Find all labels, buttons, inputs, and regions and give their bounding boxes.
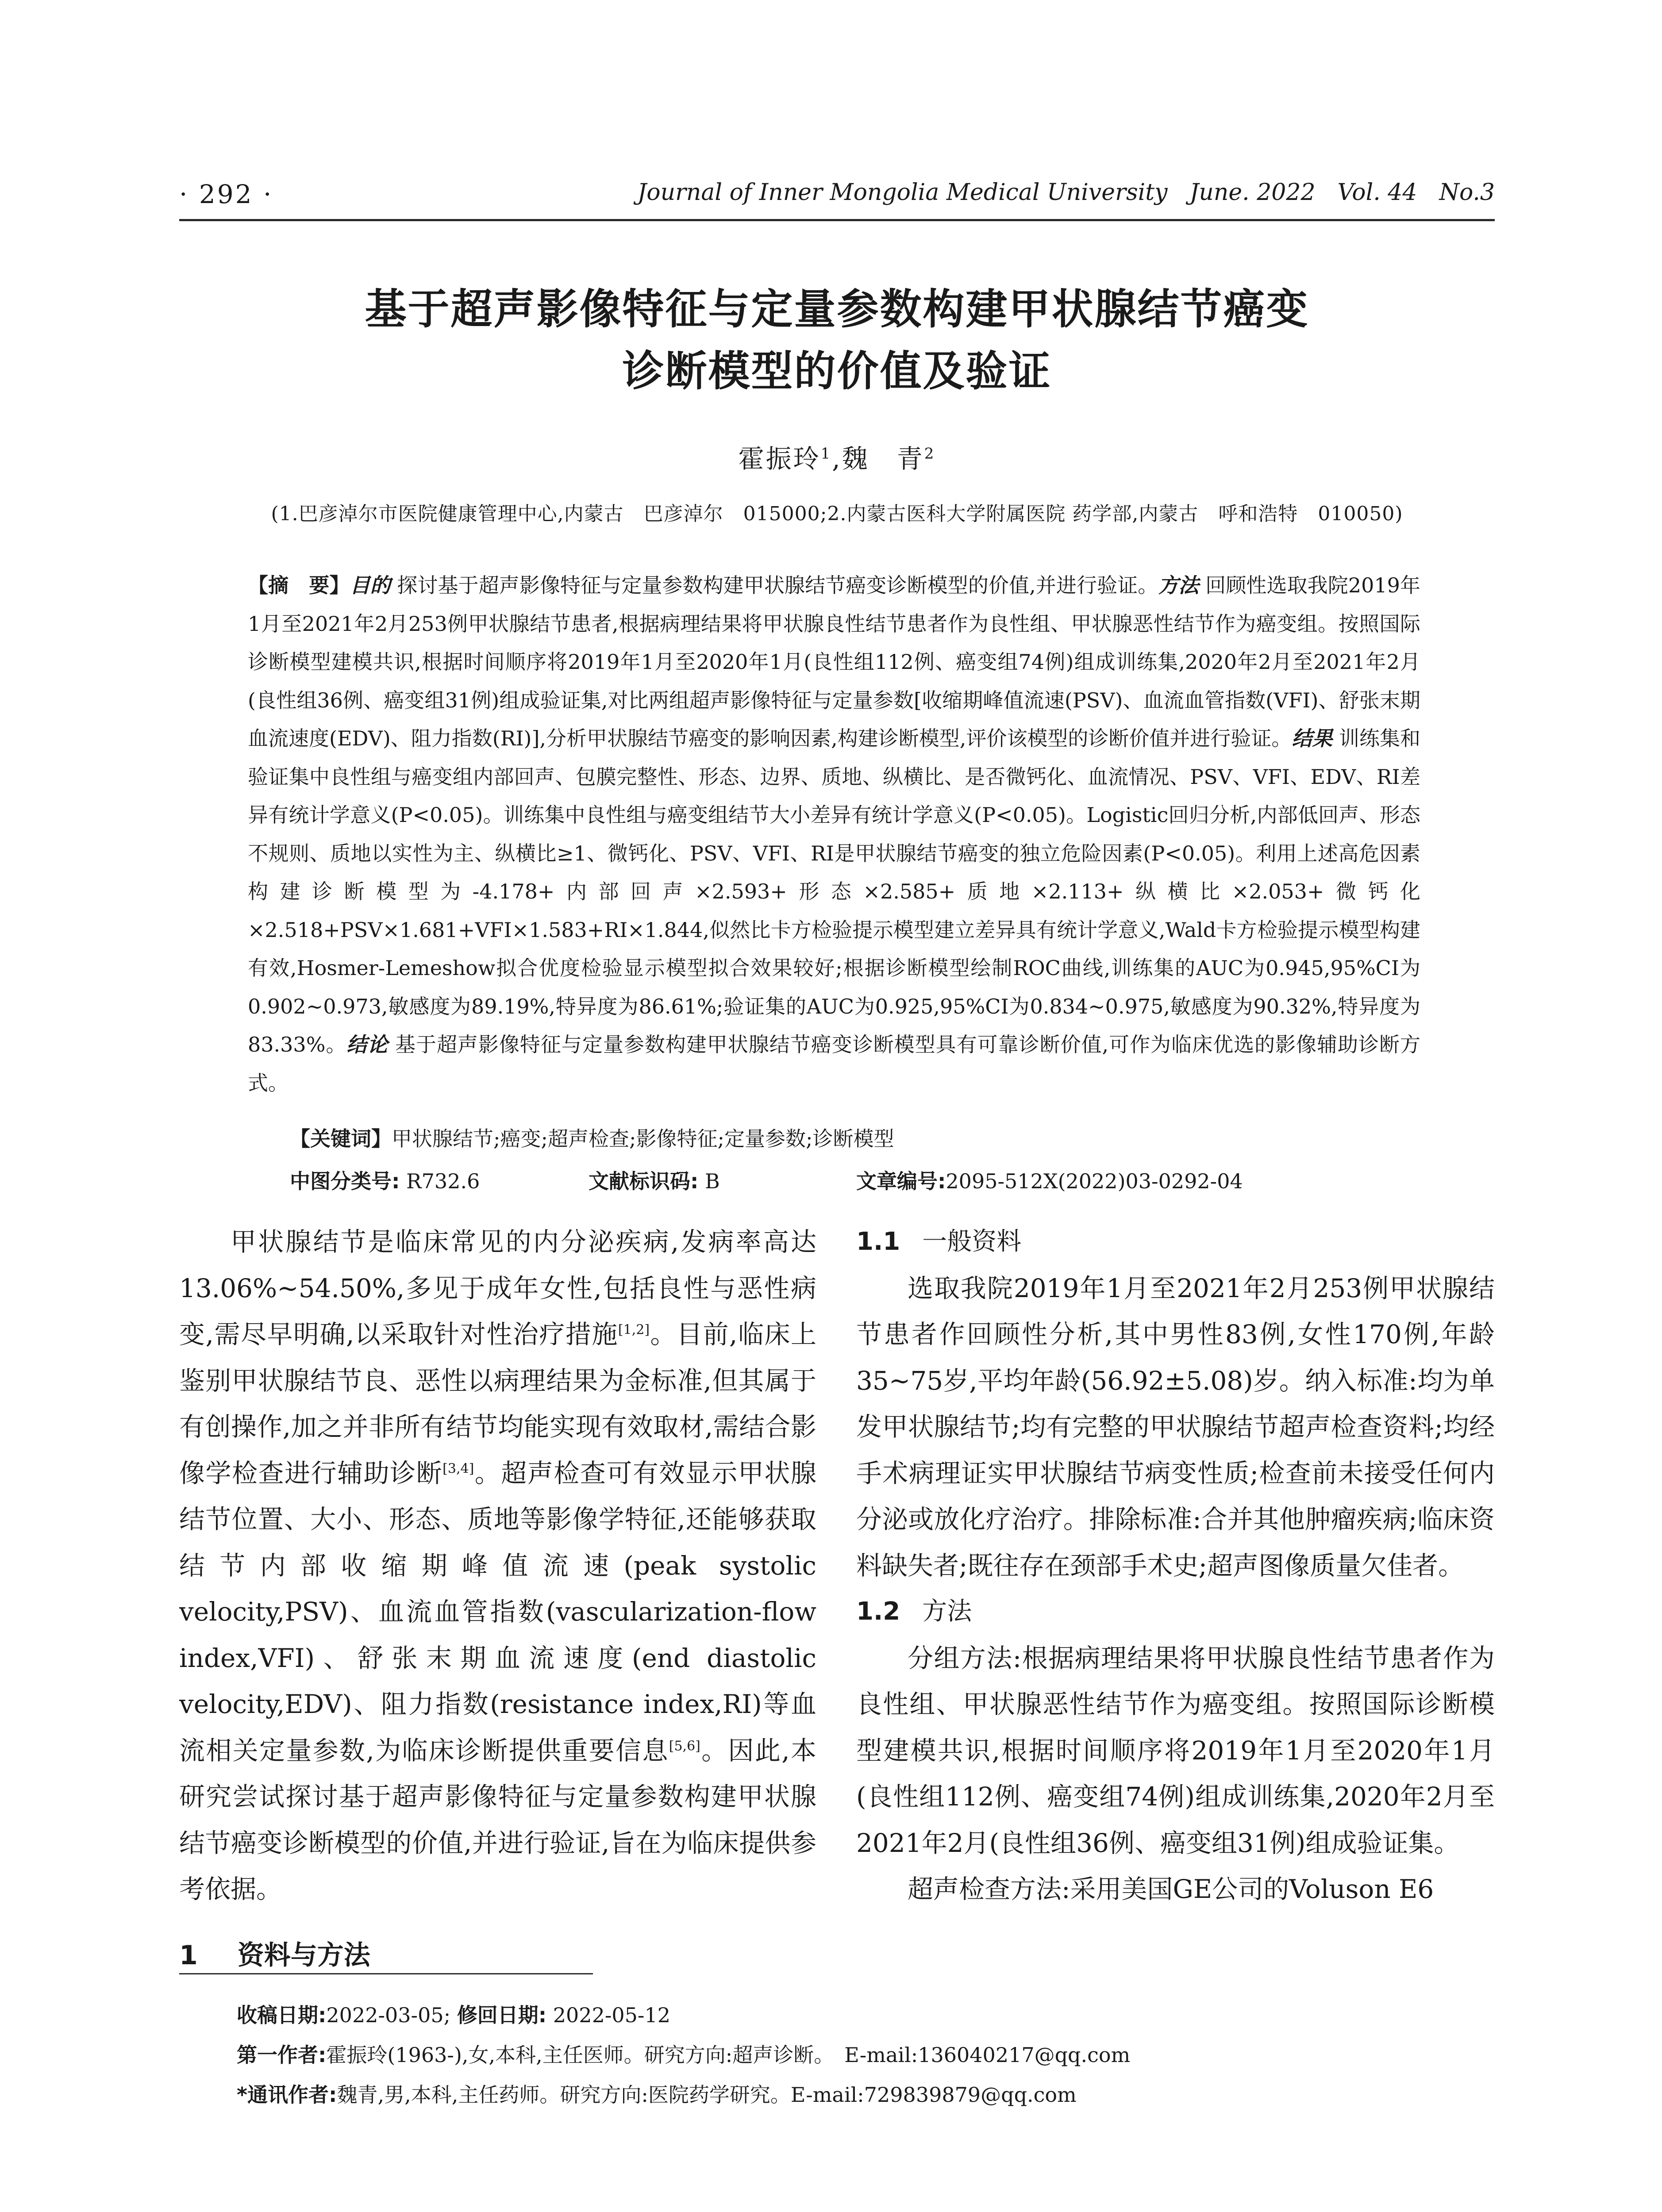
first-author-value: 霍振玲(1963-),女,本科,主任医师。研究方向:超声诊断。 E-mail:136040217@qq.com — [326, 2043, 1131, 2067]
objective-heading: 目的 — [350, 573, 391, 597]
first-author-label: 第一作者: — [237, 2043, 327, 2067]
header-rule — [179, 219, 1495, 221]
author-2: 魏 青 — [842, 444, 924, 474]
body-right-column — [856, 1219, 1495, 1912]
author-list — [179, 438, 1495, 475]
title-line-1: 基于超声影像特征与定量参数构建甲状腺结节癌变 — [365, 285, 1309, 334]
article-number-value: 2095-512X(2022)03-0292-04 — [946, 1169, 1243, 1193]
subsection-title: 一般资料 — [922, 1227, 1022, 1256]
intro-text-3: 。超声检查可有效显示甲状腺结节位置、大小、形态、质地等影像学特征,还能够获取结节内部收缩期峰值流速(peak systolic velocity,PSV)、血流血管指数(vascularization-flow index,VFI)、舒张末期血流速度(end diastolic velocity,EDV)、阻力指数(resistance index,RI)等血流相关定量参数,为临床诊断提供重要信息 — [179, 1458, 816, 1766]
results-text: 训练集和验证集中良性组与癌变组内部回声、包膜完整性、形态、边界、质地、纵横比、是否微钙化、血流情况、PSV、VFI、EDV、RI差异有统计学意义(P<0.05)。训练集中良性组与癌变组结节大小差异有统计学意义(P<0.05)。Logistic回归分析,内部低回声、形态不规则、质地以实性为主、纵横比≥1、微钙化、PSV、VFI、RI是甲状腺结节癌变的独立危险因素(P<0.05)。利用上述高危因素构建诊断模型为-4.178+内部回声×2.593+形态×2.585+质地×2.113+纵横比×2.053+微钙化×2.518+PSV×1.681+VFI×1.583+RI×1.844,似然比卡方检验提示模型建立差异具有统计学意义,Wald卡方检验提示模型构建有效,Hosmer-Lemeshow拟合优度检验显示模型拟合效果较好;根据诊断模型绘制ROC曲线,训练集的AUC为0.945,95%CI为0.902~0.973,敏感度为89.19%,特异度为86.61%;验证集的AUC为0.925,95%CI为0.834~0.975,敏感度为90.32%,特异度为83.33%。 — [248, 726, 1421, 1056]
journal-issue: No.3 — [1439, 179, 1495, 206]
author-separator: , — [832, 444, 842, 474]
conclusion-text: 基于超声影像特征与定量参数构建甲状腺结节癌变诊断模型具有可靠诊断价值,可作为临床优选的影像辅助诊断方式。 — [248, 1033, 1420, 1095]
citation-ref: [5,6] — [669, 1738, 700, 1754]
article-title — [179, 279, 1495, 403]
objective-text: 探讨基于超声影像特征与定量参数构建甲状腺结节癌变诊断模型的价值,并进行验证。 — [390, 573, 1158, 597]
results-heading: 结果 — [1292, 726, 1333, 750]
author-1: 霍振玲 — [738, 444, 821, 474]
clc-number — [290, 1165, 480, 1194]
subsection-heading-1-2 — [856, 1589, 1495, 1635]
abstract-label: 【摘 要】 — [248, 573, 350, 597]
date-footnote — [237, 1995, 1130, 2035]
general-data-paragraph: 选取我院2019年1月至2021年2月253例甲状腺结节患者作回顾性分析,其中男性83例,女性170例,年龄35~75岁,平均年龄(56.92±5.08)岁。纳入标准:均为单发甲状腺结节;均有完整的甲状腺结节超声检查资料;均经手术病理证实甲状腺结节病变性质;检查前未接受任何内分泌或放化疗治疗。排除标准:合并其他肿瘤疾病;临床资料缺失者;既往存在颈部手术史;超声图像质量欠佳者。 — [856, 1273, 1495, 1581]
methods-text: 回顾性选取我院2019年1月至2021年2月253例甲状腺结节患者,根据病理结果将甲状腺良性结节患者作为良性组、甲状腺恶性结节作为癌变组。按照国际诊断模型建模共识,根据时间顺序将2019年1月至2020年1月(良性组112例、癌变组74例)组成训练集,2020年2月至2021年2月(良性组36例、癌变组31例)组成验证集,对比两组超声影像特征与定量参数[收缩期峰值流速(PSV)、血流血管指数(VFI)、舒张末期血流速度(EDV)、阻力指数(RI)],分析甲状腺结节癌变的影响因素,构建诊断模型,评价该模型的诊断价值并进行验证。 — [248, 573, 1421, 750]
received-value: 2022-03-05; — [326, 2003, 457, 2027]
document-code-label: 文献标识码: — [589, 1169, 699, 1193]
page-number: · 292 · — [179, 179, 273, 209]
affiliation: (1.巴彦淖尔市医院健康管理中心,内蒙古 巴彦淖尔 015000;2.内蒙古医科大学附属医院 药学部,内蒙古 呼和浩特 010050) — [271, 503, 1403, 525]
keywords-text: 甲状腺结节;癌变;超声检查;影像特征;定量参数;诊断模型 — [392, 1127, 894, 1151]
keywords — [290, 1123, 894, 1152]
section-number: 1 — [179, 1939, 198, 1971]
subsection-number: 1.1 — [856, 1227, 900, 1256]
article-number — [856, 1165, 1243, 1194]
intro-text-4: 。因此,本研究尝试探讨基于超声影像特征与定量参数构建甲状腺结节癌变诊断模型的价值,并进行验证,旨在为临床提供参考依据。 — [179, 1735, 816, 1904]
methods-heading: 方法 — [1158, 573, 1199, 597]
first-author-footnote — [237, 2035, 1130, 2075]
author-1-affiliation-mark: 1 — [820, 445, 832, 463]
document-code — [589, 1165, 720, 1194]
citation-ref: [1,2] — [618, 1322, 650, 1338]
citation-ref: [3,4] — [442, 1461, 474, 1477]
body-left-column — [179, 1219, 816, 1978]
clc-value: R732.6 — [406, 1169, 480, 1193]
clc-label: 中图分类号: — [290, 1169, 400, 1193]
section-heading-1 — [179, 1932, 816, 1979]
corresponding-author-footnote — [237, 2075, 1130, 2115]
journal-volume: Vol. 44 — [1337, 179, 1417, 206]
footnote-rule — [179, 1973, 593, 1974]
journal-month: June. 2022 — [1189, 179, 1316, 206]
journal-name: Journal of Inner Mongolia Medical University — [637, 179, 1168, 206]
section-title: 资料与方法 — [237, 1939, 370, 1971]
conclusion-heading: 结论 — [346, 1033, 389, 1056]
journal-header — [637, 179, 1495, 206]
ultrasound-method-paragraph: 超声检查方法:采用美国GE公司的Voluson E6 — [908, 1874, 1434, 1904]
intro-text-2: 。目前,临床上鉴别甲状腺结节良、恶性以病理结果为金标准,但其属于有创操作,加之并非所有结节均能实现有效取材,需结合影像学检查进行辅助诊断 — [179, 1319, 817, 1488]
revised-label: 修回日期: — [457, 2003, 547, 2027]
article-number-label: 文章编号: — [856, 1169, 946, 1193]
document-code-value: B — [705, 1169, 720, 1193]
subsection-heading-1-1 — [856, 1219, 1495, 1265]
corresponding-value: 魏青,男,本科,主任药师。研究方向:医院药学研究。E-mail:729839879@qq.com — [337, 2083, 1077, 2107]
author-2-affiliation-mark: 2 — [924, 445, 936, 463]
footnotes — [237, 1995, 1130, 2115]
subsection-title: 方法 — [922, 1597, 972, 1626]
abstract — [248, 566, 1420, 1102]
revised-value: 2022-05-12 — [546, 2003, 670, 2027]
intro-paragraph — [179, 1219, 816, 1912]
received-label: 收稿日期: — [237, 2003, 327, 2027]
intro-text-1: 甲状腺结节是临床常见的内分泌疾病,发病率高达13.06%~54.50%,多见于成年女性,包括良性与恶性病变,需尽早明确,以采取针对性治疗措施 — [179, 1227, 816, 1349]
corresponding-label: *通讯作者: — [237, 2083, 337, 2107]
grouping-method-paragraph: 分组方法:根据病理结果将甲状腺良性结节患者作为良性组、甲状腺恶性结节作为癌变组。按照国际诊断模型建模共识,根据时间顺序将2019年1月至2020年1月(良性组112例、癌变组74例)组成训练集,2020年2月至2021年2月(良性组36例、癌变组31例)组成验证集。 — [856, 1643, 1495, 1858]
keywords-label: 【关键词】 — [290, 1127, 392, 1151]
subsection-number: 1.2 — [856, 1597, 900, 1626]
title-line-2: 诊断模型的价值及验证 — [622, 347, 1052, 396]
